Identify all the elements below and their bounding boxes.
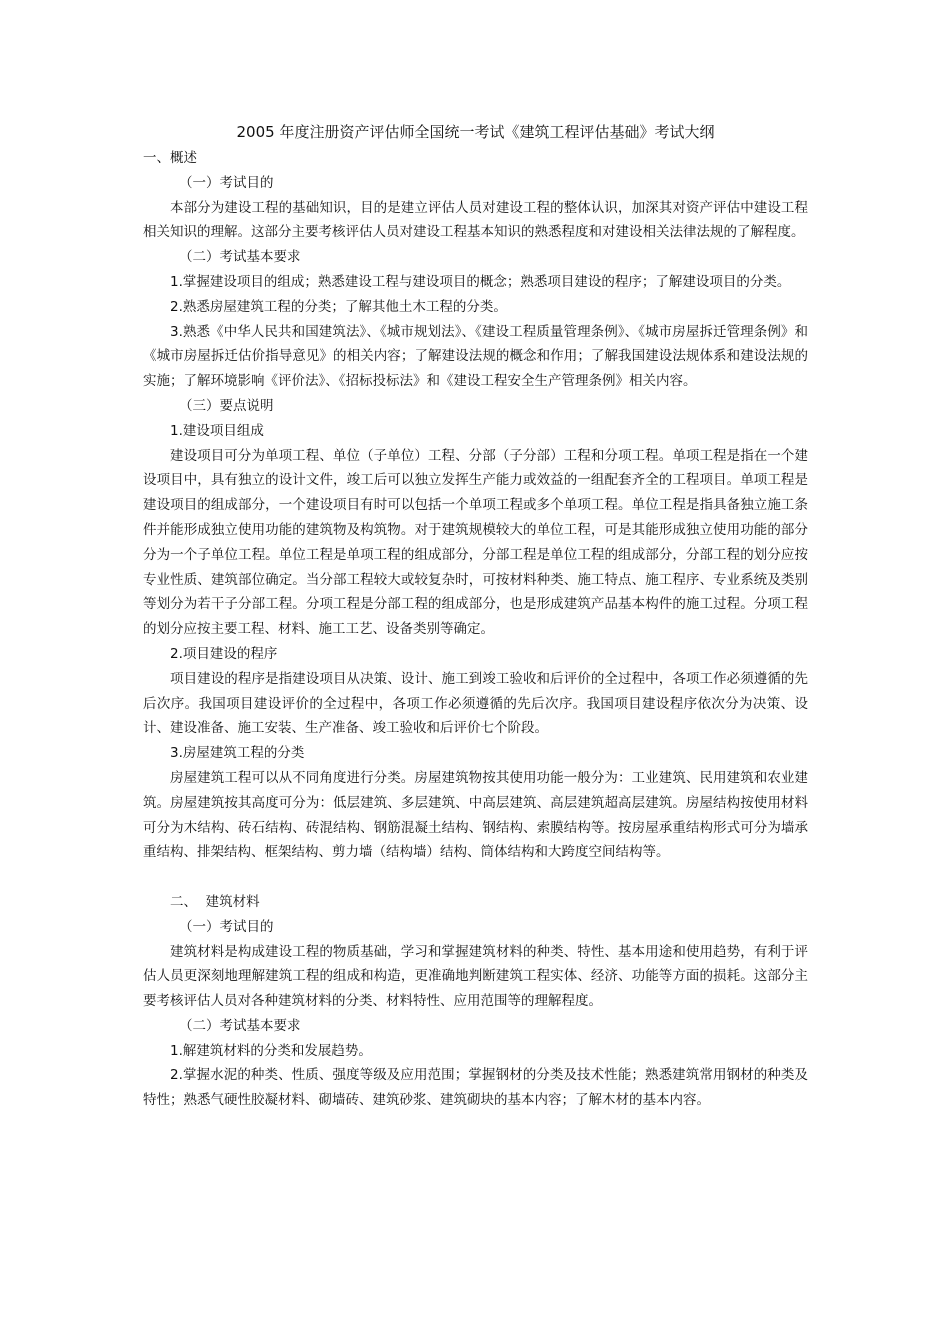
- section-2-requirement-1: 1.解建筑材料的分类和发展趋势。: [170, 1042, 372, 1059]
- point-3-heading: 3.房屋建筑工程的分类: [170, 745, 305, 762]
- point-1-body: 建设项目可分为单项工程、单位（子单位）工程、分部（子分部）工程和分项工程。单项工程是指在一个建设项目中，具有独立的设计文件，竣工后可以独立发挥生产能力或效益的一组配套齐全的工程项目。单项工程是建设项目的组成部分，一个建设项目有时可以包括一个单项工程或多个单项工程。单位工程是指具备独立施工条件并能形成独立使用功能的建筑物及构筑物。对于建筑规模较大的单位工程，可是其能形成独立使用功能的部分分为一个子单位工程。单位工程是单项工程的组成部分，分部工程是单位工程的组成部分，分部工程的划分应按专业性质、建筑部位确定。当分部工程较大或较复杂时，可按材料种类、施工特点、施工程序、专业系统及类别等划分为若干子分部工程。分项工程是分部工程的组成部分，也是形成建筑产品基本构件的施工过程。分项工程的划分应按主要工程、材料、施工工艺、设备类别等确定。: [143, 447, 808, 638]
- section-1-sub2-heading: （二）考试基本要求: [179, 249, 301, 266]
- section-2-heading: 二、 建筑材料: [170, 893, 260, 910]
- section-2-requirement-2: 2.掌握水泥的种类、性质、强度等级及应用范围；掌握钢材的分类及技术性能；熟悉建筑常用钢材的种类及特性；熟悉气硬性胶凝材料、砌墙砖、建筑砂浆、建筑砌块的基本内容；了解木材的基本内容。: [143, 1067, 808, 1109]
- section-1-requirement-1: 1.掌握建设项目的组成；熟悉建设工程与建设项目的概念；熟悉项目建设的程序；了解建设项目的分类。: [170, 273, 791, 290]
- point-3-body: 房屋建筑工程可以从不同角度进行分类。房屋建筑物按其使用功能一般分为：工业建筑、民用建筑和农业建筑。房屋建筑按其高度可分为：低层建筑、多层建筑、中高层建筑、高层建筑超高层建筑。房屋结构按使用材料可分为木结构、砖石结构、砖混结构、钢筋混凝土结构、钢结构、索膜结构等。按房屋承重结构形式可分为墙承重结构、排架结构、框架结构、剪力墙（结构墙）结构、筒体结构和大跨度空间结构等。: [143, 769, 808, 861]
- section-1-heading: 一、概述: [143, 150, 197, 166]
- section-1-requirement-3: 3.熟悉《中华人民共和国建筑法》、《城市规划法》、《建设工程质量管理条例》、《城市房屋拆迁管理条例》和《城市房屋拆迁估价指导意见》的相关内容；了解建设法规的概念和作用；了解我国建设法规体系和建设法规的实施；了解环境影响《评价法》、《招标投标法》和《建设工程安全生产管理条例》相关内容。: [143, 323, 808, 390]
- document-page: [143, 120, 808, 1113]
- section-1-requirement-2: 2.熟悉房屋建筑工程的分类；了解其他土木工程的分类。: [170, 298, 507, 315]
- point-2-body: 项目建设的程序是指建设项目从决策、设计、施工到竣工验收和后评价的全过程中，各项工作必须遵循的先后次序。我国项目建设评价的全过程中，各项工作必须遵循的先后次序。我国项目建设程序依次分为决策、设计、建设准备、施工安装、生产准备、竣工验收和后评价七个阶段。: [143, 670, 808, 737]
- section-2-sub1-body: 建筑材料是构成建设工程的物质基础，学习和掌握建筑材料的种类、特性、基本用途和使用趋势，有利于评估人员更深刻地理解建筑工程的组成和构造，更准确地判断建筑工程实体、经济、功能等方面的损耗。这部分主要考核评估人员对各种建筑材料的分类、材料特性、应用范围等的理解程度。: [143, 943, 808, 1010]
- point-1-heading: 1.建设项目组成: [170, 422, 264, 439]
- section-1-sub3-heading: （三）要点说明: [179, 397, 274, 414]
- section-2-sub2-heading: （二）考试基本要求: [179, 1017, 301, 1034]
- section-spacer: [143, 865, 808, 890]
- document-title: 2005 年度注册资产评估师全国统一考试《建筑工程评估基础》考试大纲: [236, 123, 715, 141]
- section-2-sub1-heading: （一）考试目的: [179, 918, 274, 935]
- point-2-heading: 2.项目建设的程序: [170, 645, 278, 662]
- section-1-sub1-body: 本部分为建设工程的基础知识，目的是建立评估人员对建设工程的整体认识，加深其对资产评估中建设工程相关知识的理解。这部分主要考核评估人员对建设工程基本知识的熟悉程度和对建设相关法律法规的了解程度。: [143, 199, 808, 241]
- section-1-sub1-heading: （一）考试目的: [179, 174, 274, 191]
